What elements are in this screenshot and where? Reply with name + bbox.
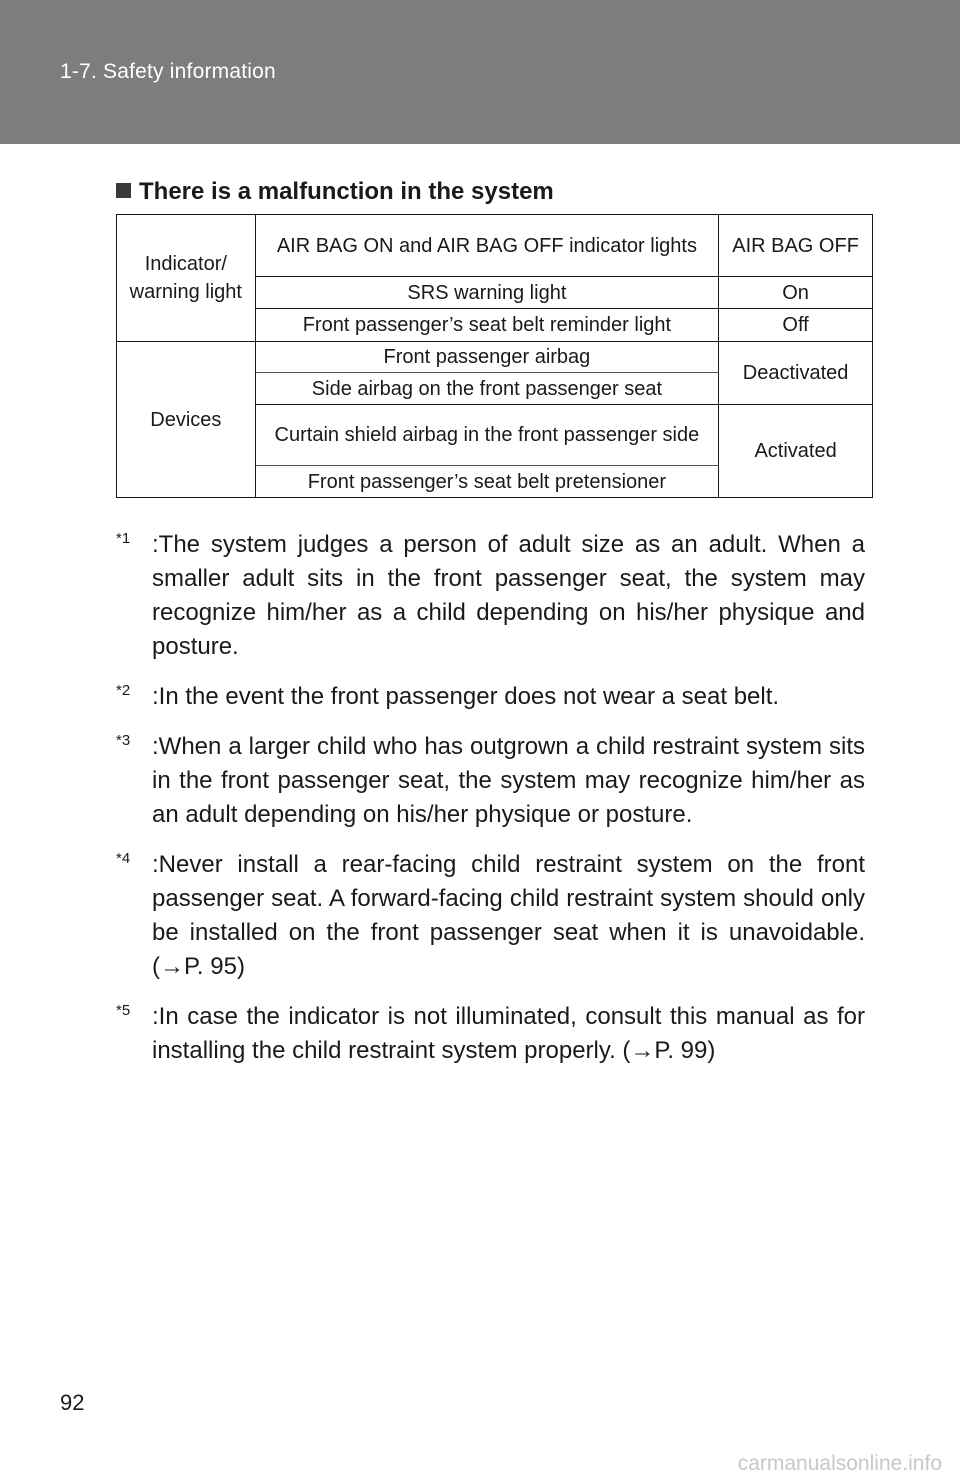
footnote-text: :In the event the front passenger does not wear a seat belt. <box>152 683 780 710</box>
pretensioner-item: Front passenger’s seat belt pretensioner <box>255 466 719 498</box>
devices-label-cell: Devices <box>117 342 256 498</box>
footnote-mark: *1 <box>116 530 131 547</box>
indicator-label-cell: Indicator/ warning light <box>117 215 256 342</box>
front-airbag-item: Front passenger airbag <box>255 342 719 373</box>
status-table <box>116 214 873 498</box>
footnote <box>116 680 865 714</box>
belt-reminder-item: Front passenger’s seat belt reminder light <box>255 309 719 342</box>
section-title: 1-7. Safety information <box>60 60 276 83</box>
watermark: carmanualsonline.info <box>737 1452 942 1475</box>
header-band <box>0 0 960 144</box>
footnote-text: :In case the indicator is not illuminated, consult this manual as for installing the child restraint system properly. (→P. 99) <box>152 1003 865 1064</box>
footnote <box>116 730 865 832</box>
side-airbag-item: Side airbag on the front passenger seat <box>255 373 719 405</box>
srs-light-item: SRS warning light <box>255 277 719 309</box>
table-row <box>117 342 873 373</box>
footnotes <box>116 528 865 1084</box>
belt-reminder-state: Off <box>719 309 873 342</box>
footnote <box>116 528 865 664</box>
footnote-mark: *4 <box>116 850 131 867</box>
deactivated-state: Deactivated <box>719 342 873 405</box>
footnote-mark: *5 <box>116 1002 131 1019</box>
section-heading-text: There is a malfunction in the system <box>139 178 554 205</box>
srs-light-state: On <box>719 277 873 309</box>
airbag-lights-state: AIR BAG OFF <box>719 215 873 277</box>
footnote-mark: *3 <box>116 732 131 749</box>
footnote-text: :Never install a rear-facing child restraint system on the front passenger seat. A forward-facing child restraint system should only be installed on the front passenger seat when it is unavoidable. (→P. 95) <box>152 851 865 980</box>
activated-state: Activated <box>719 405 873 498</box>
footnote <box>116 1000 865 1068</box>
table-row <box>117 215 873 277</box>
footnote-text: :The system judges a person of adult size as an adult. When a smaller adult sits in the front passenger seat, the system may recognize him/her as a child depending on his/her physique and posture. <box>152 531 865 660</box>
page-number: 92 <box>60 1390 85 1415</box>
section-heading <box>116 178 554 206</box>
footnote <box>116 848 865 984</box>
square-bullet-icon <box>116 183 131 198</box>
curtain-airbag-item: Curtain shield airbag in the front passenger side <box>255 405 719 466</box>
airbag-lights-item: AIR BAG ON and AIR BAG OFF indicator lights <box>255 215 719 277</box>
footnote-text: :When a larger child who has outgrown a child restraint system sits in the front passenger seat, the system may recognize him/her as an adult depending on his/her physique or posture. <box>152 733 865 828</box>
footnote-mark: *2 <box>116 682 131 699</box>
